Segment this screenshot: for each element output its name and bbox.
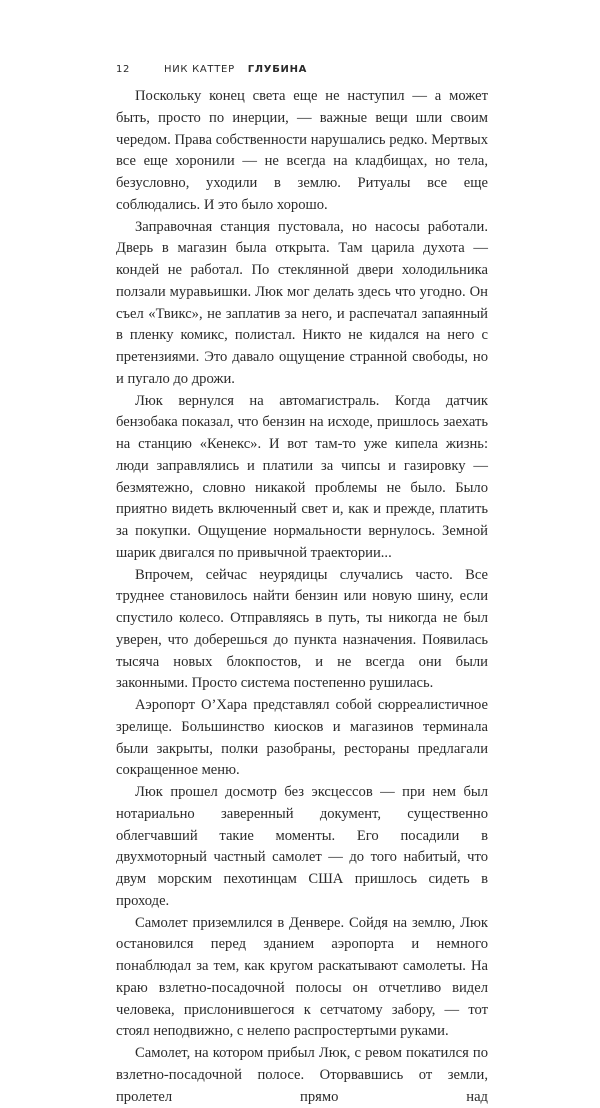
paragraph: Впрочем, сейчас неурядицы случались часто. Все труднее становилось найти бензин или новую шину, если спустило колесо. Отправляясь в путь, ты никогда не был уверен, что доберешься до пункта назначения. Появилась тысяча новых блокпостов, и не всегда они были законными. Просто система постепенно рушилась. <box>116 566 488 692</box>
paragraph: Люк прошел досмотр без эксцессов — при нем был нотариально заверенный документ, существенно облегчавший такие моменты. Его посадили в двухмоторный частный самолет — до того набитый, что двум морским пехотинцам США пришлось сидеть в проходе. <box>116 784 488 909</box>
body-text <box>116 86 488 1108</box>
paragraph-continued: Самолет, на котором прибыл Люк, с ревом покатился по взлетно-посадочной полосе. Оторвавшись от земли, пролетел прямо над <box>116 1045 488 1105</box>
paragraph: Люк вернулся на автомагистраль. Когда датчик бензобака показал, что бензин на исходе, пришлось заехать на станцию «Кенекс». И вот там-то уже кипела жизнь: люди заправлялись и платили за чипсы и газировку — безмятежно, словно никакой проблемы не было. Было приятно видеть включенный свет и, как и прежде, платить за покупки. Ощущение нормальности вернулось. Земной шарик двигался по привычной траектории... <box>116 392 488 561</box>
paragraph: Самолет приземлился в Денвере. Сойдя на землю, Люк остановился перед зданием аэропорта и немного понаблюдал за тем, как кругом раскатывают самолеты. На краю взлетно-посадочной полосы он отчетливо видел человека, прислонившегося к сетчатому забору, — тот стоял неподвижно, с нелепо распростертыми руками. <box>116 914 488 1040</box>
paragraph: Поскольку конец света еще не наступил — а может быть, просто по инерции, — важные вещи шли своим чередом. Права собственности нарушались редко. Мертвых все еще хоронили — не всегда на кладбищах, но тела, безусловно, уходили в землю. Ритуалы все еще соблюдались. И это было хорошо. <box>116 88 488 213</box>
paragraph: Заправочная станция пустовала, но насосы работали. Дверь в магазин была открыта. Там царила духота — кондей не работал. По стеклянной двери холодильника ползали муравьишки. Люк мог делать здесь что угодно. Он съел «Твикс», не заплатив за него, и распечатал запаянный в пленку комикс, полистал. Никто не кидался на него с претензиями. Это давало ощущение странной свободы, но и пугало до дрожи. <box>116 218 488 387</box>
page-number: 12 <box>116 64 131 75</box>
book-title: ГЛУБИНА <box>247 64 308 75</box>
running-header <box>116 64 307 75</box>
paragraph: Аэропорт О’Хара представлял собой сюрреалистичное зрелище. Большинство киосков и магазинов терминала были закрыты, полки разобраны, рестораны предлагали сокращенное меню. <box>116 697 488 779</box>
author-name: НИК КАТТЕР <box>164 64 235 75</box>
